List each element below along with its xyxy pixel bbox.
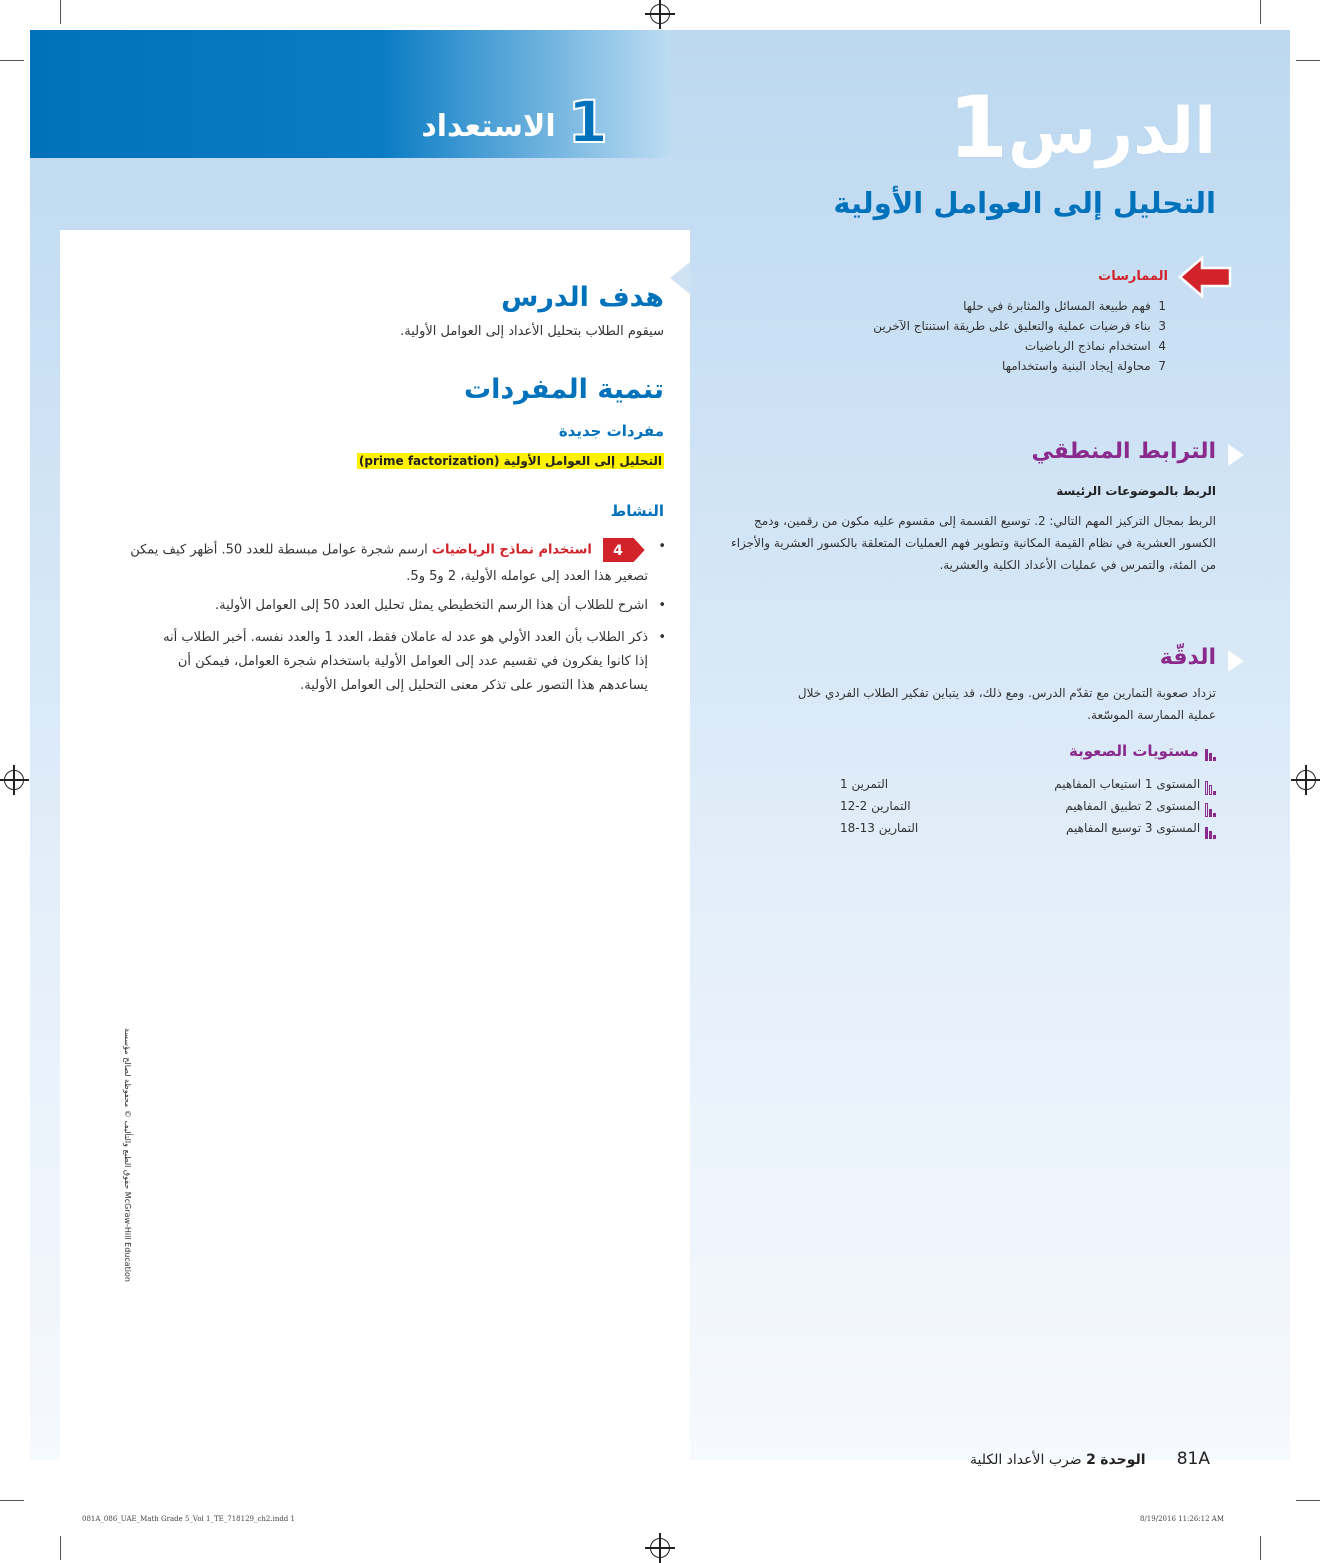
lesson-word: الدرس (1007, 95, 1216, 169)
difficulty-bars-icon (1204, 743, 1216, 761)
objective-text: سيقوم الطلاب بتحليل الأعداد إلى العوامل الأولية. (400, 324, 664, 339)
lesson-number: 1 (948, 78, 1008, 178)
date-slug: 8/19/2016 11:26:12 AM (1140, 1515, 1225, 1523)
crop-mark (60, 1536, 61, 1560)
crop-mark (1296, 1500, 1320, 1501)
level-label: المستوى 1 استيعاب المفاهيم (1054, 774, 1216, 795)
level-exercises: التمارين 2-12 (840, 799, 911, 813)
level-3-icon (1204, 819, 1216, 839)
level-label: المستوى 2 تطبيق المفاهيم (1065, 796, 1216, 817)
crop-mark (1260, 1536, 1261, 1560)
list-item: 1 فهم طبيعة المسائل والمثابرة في حلها (963, 299, 1166, 313)
practices-list (666, 296, 1166, 376)
page-footer (970, 1449, 1210, 1469)
activity-title: النشاط (610, 502, 664, 520)
unit-number: 2 (1086, 1452, 1096, 1468)
registration-mark-icon (4, 770, 24, 790)
unit-label: الوحدة (1100, 1452, 1146, 1468)
coherence-body: الربط بمجال التركيز المهم التالي: 2. توسيع القسمة إلى مقسوم عليه مكون من رقمين، ودمج الكسور العشرية في نظام القيمة المكانية وتطوير فهم العمليات المتعلقة بالكسور العشرية والأجزاء من المئة، والتمرس في عمليات الأعداد الكلية والعشرية. (731, 514, 1216, 572)
prepare-label: الاستعداد (421, 109, 556, 144)
crop-mark (0, 1500, 24, 1501)
crop-mark (0, 60, 24, 61)
list-item: 7 محاولة إيجاد البنية واستخدامها (1002, 359, 1166, 373)
red-arrow-icon (1176, 254, 1234, 300)
crop-mark (1260, 0, 1261, 24)
section-marker-icon (1228, 444, 1244, 466)
activity-bullet-1: • 4 استخدام نماذج الرياضيات ارسم شجرة عوامل مبسطة للعدد 50. أظهر كيف يمكن تصغير هذا العدد إلى عوامله الأولية، 2 و5 و5. (118, 535, 648, 589)
bullet-icon: • (658, 598, 666, 613)
table-row (800, 818, 1216, 840)
lesson-title: التحليل إلى العوامل الأولية (833, 186, 1216, 220)
crop-mark (1296, 60, 1320, 61)
objective-title: هدف الدرس (501, 282, 664, 313)
registration-mark-icon (1296, 770, 1316, 790)
level-2-icon (1204, 797, 1216, 817)
prepare-heading (421, 88, 608, 156)
coherence-title: الترابط المنطقي (1031, 439, 1216, 464)
section-marker-icon (1228, 650, 1244, 672)
level-exercises: التمرين 1 (840, 777, 889, 791)
rigor-title: الدقّة (1159, 645, 1216, 670)
coherence-subheading: الربط بالموضوعات الرئيسة (1056, 484, 1216, 498)
level-exercises: التمارين 13-18 (840, 821, 919, 835)
table-row (800, 774, 1216, 796)
file-slug: 081A_086_UAE_Math Grade 5_Vol 1_TE_718129_ch2.indd 1 (82, 1515, 295, 1523)
difficulty-levels-title: مستويات الصعوبة (1069, 742, 1216, 761)
prepare-number: 1 (567, 88, 608, 156)
bullet-icon: • (658, 630, 666, 645)
bullet-icon: • (658, 539, 666, 554)
teacher-notes-panel (60, 230, 690, 1460)
new-vocabulary-label: مفردات جديدة (558, 422, 664, 440)
unit-title: ضرب الأعداد الكلية (969, 1452, 1082, 1468)
registration-mark-icon (650, 4, 670, 24)
list-item: 4 استخدام نماذج الرياضيات (1024, 339, 1166, 353)
list-item: 3 بناء فرضيات عملية والتعليق على طريقة استنتاج الآخرين (873, 319, 1166, 333)
rigor-body: تزداد صعوبة التمارين مع تقدّم الدرس. ومع ذلك، قد يتباين تفكير الطلاب الفردي خلال عملية الممارسة الموسّعة. (797, 686, 1216, 722)
vocabulary-title: تنمية المفردات (463, 374, 664, 405)
page-number: 81A (1176, 1449, 1210, 1469)
vocabulary-term: التحليل إلى العوامل الأولية (prime factorization) (358, 454, 662, 468)
practice-badge-icon (600, 535, 648, 565)
table-row (800, 796, 1216, 818)
lesson-heading (932, 78, 1216, 178)
practices-heading: الممارسات (1098, 269, 1168, 284)
copyright-notice: حقوق الطبع والتأليف © محفوظة لصالح مؤسسة McGraw-Hill Education (123, 1028, 132, 1282)
badge-number: 4 (613, 543, 623, 559)
level-1-icon (1204, 775, 1216, 795)
panel-notch (670, 262, 690, 294)
level-label: المستوى 3 توسيع المفاهيم (1066, 818, 1216, 839)
crop-mark (60, 0, 61, 24)
difficulty-levels-table (800, 774, 1216, 840)
activity-bullet-2: • اشرح للطلاب أن هذا الرسم التخطيطي يمثل تحليل العدد 50 إلى العوامل الأولية. (128, 594, 648, 618)
activity-bullet-3: • ذكر الطلاب بأن العدد الأولي هو عدد له عاملان فقط، العدد 1 والعدد نفسه. أخبر الطلاب أنه إذا كانوا يفكرون في تقسيم عدد إلى العوامل الأولية باستخدام شجرة العوامل، فيمكن أن يساعدهم هذا التصور على تذكر معنى التحليل إلى العوامل الأولية. (148, 626, 648, 698)
registration-mark-icon (650, 1538, 670, 1558)
